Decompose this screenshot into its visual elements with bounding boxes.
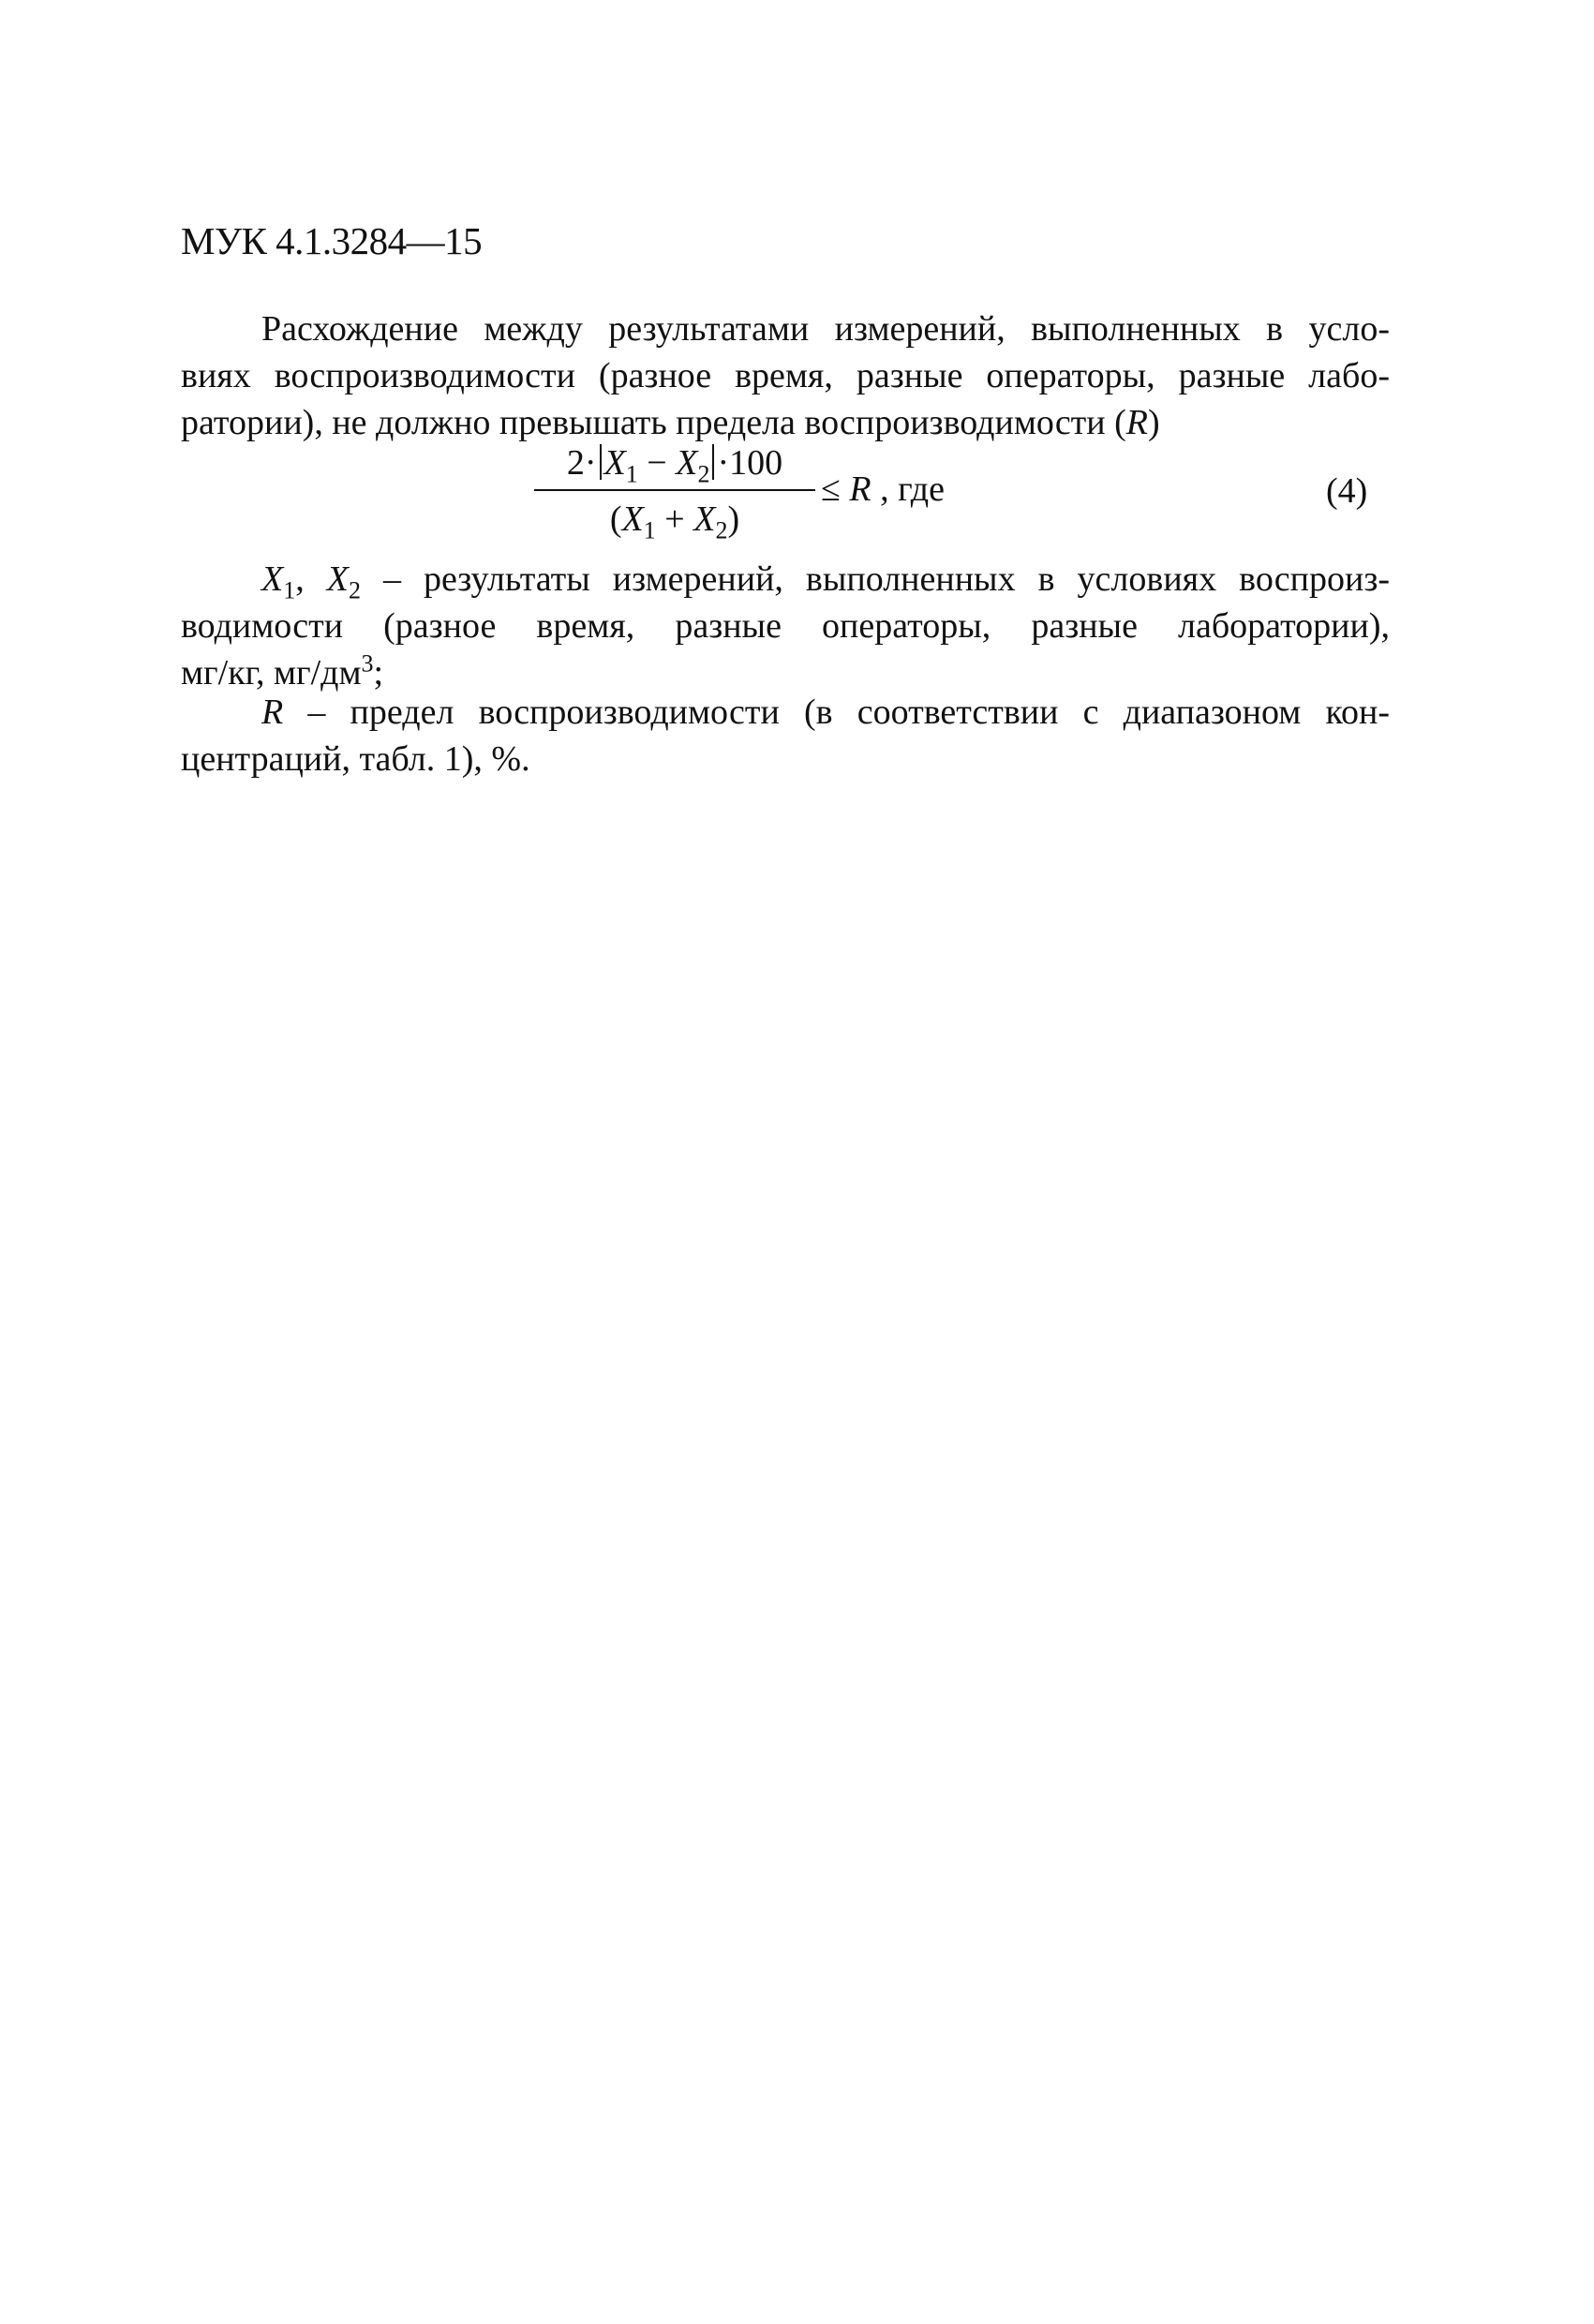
paragraph-line <box>181 556 1390 603</box>
variable-x2: X <box>693 499 716 539</box>
fraction-numerator <box>534 440 815 488</box>
paragraph-line: водимости (разное время, разные операторы, разные лаборатории), <box>181 606 1390 646</box>
paragraph-line-text: – результаты измерений, выполненных в условиях воспроиз- <box>360 559 1390 599</box>
paragraph-line: виях воспроизводимости (разное время, разные операторы, разные лабо- <box>181 356 1390 395</box>
plus-sign: + <box>655 499 694 539</box>
paragraph-line: центраций, табл. 1), %. <box>181 739 530 779</box>
document-code: МУК 4.1.3284—15 <box>181 219 483 262</box>
paragraph-line <box>181 399 1390 446</box>
variable-x1: X <box>603 443 626 483</box>
variable-x2: X <box>676 443 698 483</box>
paragraph-r-definition <box>181 689 1390 782</box>
subscript-2: 2 <box>715 516 728 544</box>
subscript-2: 2 <box>697 460 710 488</box>
subscript-1: 1 <box>283 576 296 604</box>
formula-rhs <box>821 467 945 512</box>
paragraph-reproducibility <box>181 305 1390 446</box>
separator: , <box>295 559 327 599</box>
abs-bar-left <box>600 444 602 480</box>
superscript-3: 3 <box>361 649 374 678</box>
paragraph-x-definition <box>181 556 1390 696</box>
leq-sign: ≤ <box>821 469 850 509</box>
paragraph-line <box>181 689 1390 736</box>
fraction-denominator <box>534 497 815 542</box>
semicolon: ; <box>373 653 384 693</box>
numerator-suffix: ·100 <box>717 443 783 483</box>
paragraph-line-text: – предел воспроизводимости (в соответствии с диапазоном кон- <box>283 693 1390 732</box>
equation-number: (4) <box>1326 471 1368 511</box>
variable-r: R <box>261 693 284 732</box>
variable-r: R <box>849 469 871 509</box>
units-text: мг/кг, мг/дм <box>181 653 362 693</box>
numerator-prefix: 2· <box>566 443 597 483</box>
fraction-bar <box>534 489 815 491</box>
subscript-1: 1 <box>625 460 638 488</box>
variable-x2: X <box>326 559 349 599</box>
denominator-open: ( <box>609 499 622 539</box>
denominator-close: ) <box>727 499 740 539</box>
where-text: , где <box>871 469 945 509</box>
abs-bar-right <box>712 444 714 480</box>
subscript-1: 1 <box>643 516 656 544</box>
variable-x1: X <box>261 559 284 599</box>
variable-r: R <box>1125 403 1148 442</box>
paragraph-line: Расхождение между результатами измерений, выполненных в усло- <box>261 309 1390 349</box>
minus-sign: − <box>637 443 677 483</box>
fraction <box>534 440 815 542</box>
variable-x1: X <box>621 499 644 539</box>
paragraph-line-text: ратории), не должно превышать предела воспроизводимости ( <box>181 403 1126 442</box>
subscript-2: 2 <box>348 576 361 604</box>
closing-paren: ) <box>1148 403 1160 442</box>
formula-4 <box>534 440 1190 553</box>
